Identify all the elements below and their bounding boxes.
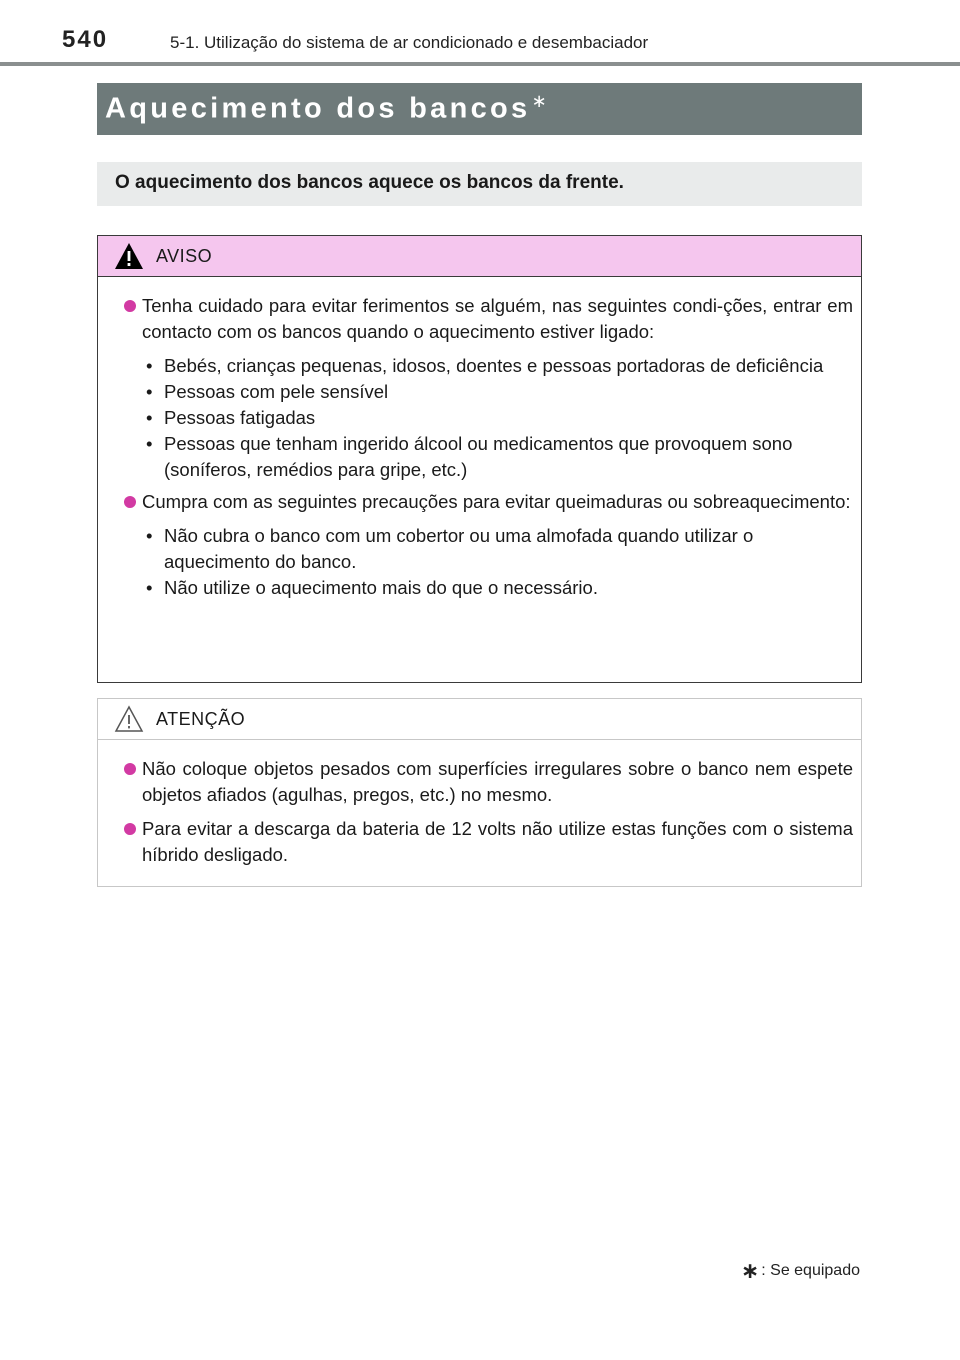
section-title-bar bbox=[97, 83, 862, 135]
list-item: • Pessoas que tenham ingerido álcool ou medicamentos que provoquem sono (soníferos, remédios para gripe, etc.) bbox=[146, 433, 793, 480]
equipped-star-mark: ∗ bbox=[531, 91, 550, 111]
page-header bbox=[0, 0, 960, 70]
footnote-text: : Se equipado bbox=[761, 1262, 860, 1279]
running-title: 5-1. Utilização do sistema de ar condicionado e desembaciador bbox=[170, 33, 649, 52]
list-item: • Não cubra o banco com um cobertor ou uma almofada quando utilizar o aquecimento do banco. bbox=[146, 525, 754, 572]
notice-body bbox=[98, 740, 861, 868]
bullet-dot-icon bbox=[124, 496, 136, 508]
warning-header bbox=[98, 236, 861, 277]
bullet-dot-icon bbox=[124, 823, 136, 835]
intro-box bbox=[97, 162, 862, 206]
notice-box bbox=[97, 698, 862, 887]
equipped-star-icon: ∗ bbox=[740, 1258, 760, 1283]
list-item: • Não utilize o aquecimento mais do que o necessário. bbox=[146, 577, 598, 598]
warning-box bbox=[97, 235, 862, 683]
warning-triangle-icon bbox=[114, 242, 144, 270]
header-rule bbox=[0, 62, 960, 66]
warning-bullet-1: Tenha cuidado para evitar ferimentos se alguém, nas seguintes condi-ções, entrar em contacto com os bancos quando o aquecimento estiver ligado: bbox=[142, 293, 853, 345]
warning-sublist-1 bbox=[142, 353, 853, 483]
page-number: 540 bbox=[62, 26, 109, 53]
bullet-dot-icon bbox=[124, 763, 136, 775]
warning-body bbox=[98, 277, 861, 601]
intro-text: O aquecimento dos bancos aquece os bancos da frente. bbox=[115, 172, 624, 193]
caution-triangle-icon bbox=[114, 705, 144, 733]
warning-sublist-2 bbox=[142, 523, 853, 601]
section-title bbox=[105, 91, 550, 126]
warning-label: AVISO bbox=[156, 246, 213, 266]
notice-bullet-2: Para evitar a descarga da bateria de 12 volts não utilize estas funções com o sistema híbrido desligado. bbox=[142, 816, 853, 868]
notice-bullet-1: Não coloque objetos pesados com superfícies irregulares sobre o banco nem espete objetos afiados (agulhas, pregos, etc.) no mesmo. bbox=[142, 756, 853, 808]
notice-label: ATENÇÃO bbox=[156, 709, 246, 729]
footnote bbox=[741, 1258, 860, 1284]
list-item: • Bebés, crianças pequenas, idosos, doentes e pessoas portadoras de deficiência bbox=[146, 355, 824, 376]
notice-header bbox=[98, 699, 861, 740]
bullet-dot-icon bbox=[124, 300, 136, 312]
section-title-text: Aquecimento dos bancos bbox=[105, 92, 531, 125]
list-item: • Pessoas com pele sensível bbox=[146, 381, 389, 402]
list-item: • Pessoas fatigadas bbox=[146, 407, 316, 428]
warning-bullet-2: Cumpra com as seguintes precauções para evitar queimaduras ou sobreaquecimento: bbox=[142, 489, 853, 515]
